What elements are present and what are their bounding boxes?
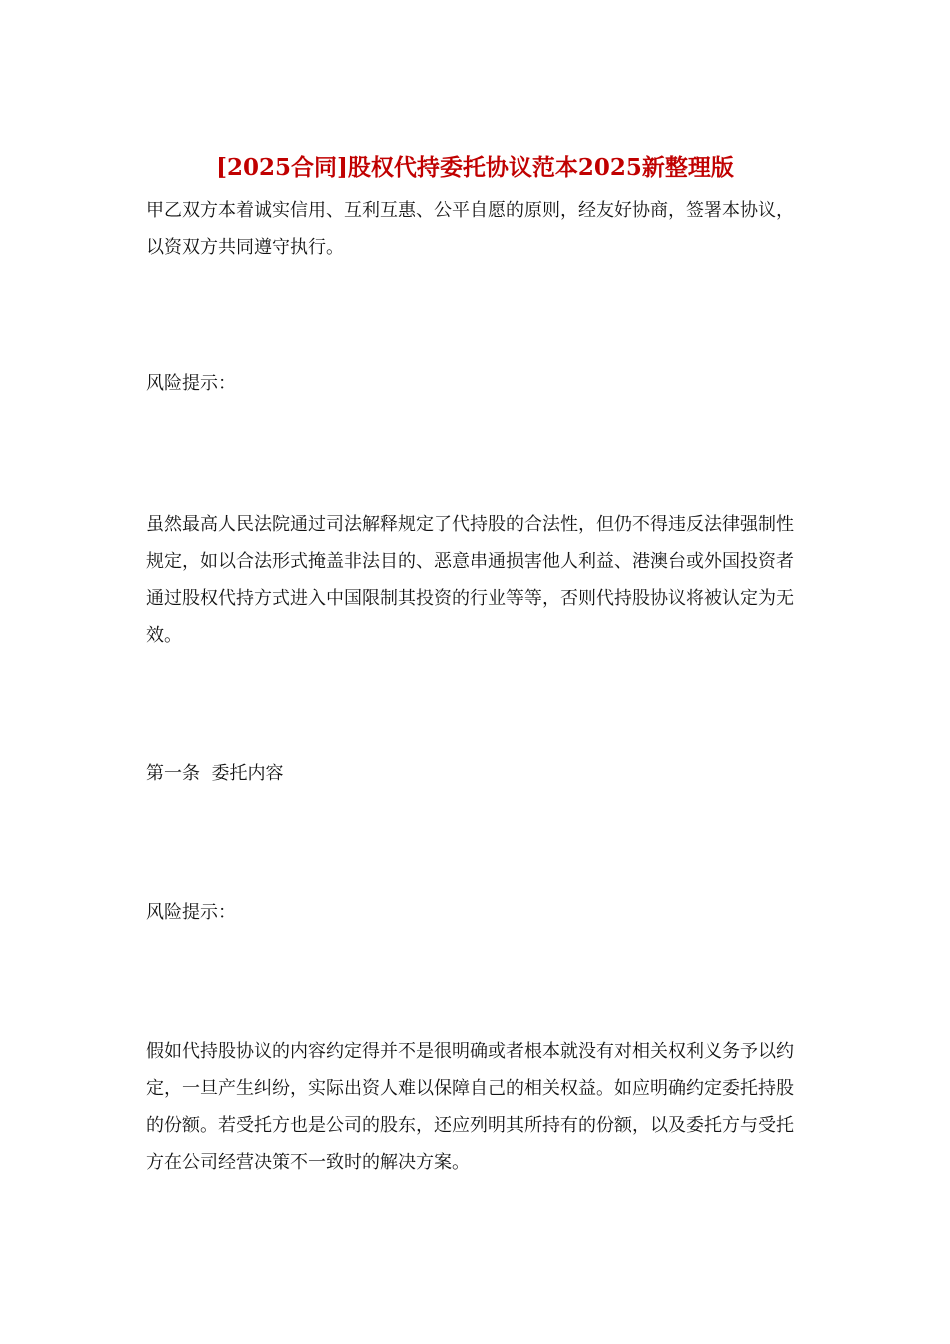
risk-warning-heading: 风险提示： bbox=[146, 373, 236, 394]
intro-paragraph: 甲乙双方本着诚实信用、互利互惠、公平自愿的原则，经友好协商，签署本协议，以资双方共同遵守执行。 bbox=[146, 200, 794, 258]
article-1-heading: 第一条 委托内容 bbox=[146, 763, 284, 784]
risk-warning-heading-2: 风险提示： bbox=[146, 902, 236, 923]
risk-warning-paragraph: 虽然最高人民法院通过司法解释规定了代持股的合法性，但仍不得违反法律强制性规定，如以合法形式掩盖非法目的、恶意串通损害他人利益、港澳台或外国投资者通过股权代持方式进入中国限制其投资的行业等等，否则代持股协议将被认定为无效。 bbox=[146, 514, 794, 646]
risk-warning-paragraph-2: 假如代持股协议的内容约定得并不是很明确或者根本就没有对相关权利义务予以约定，一旦产生纠纷，实际出资人难以保障自己的相关权益。如应明确约定委托持股的份额。若受托方也是公司的股东，还应列明其所持有的份额，以及委托方与受托方在公司经营决策不一致时的解决方案。 bbox=[146, 1041, 794, 1173]
document-title: [2025合同]股权代持委托协议范本2025新整理版 bbox=[216, 154, 734, 181]
